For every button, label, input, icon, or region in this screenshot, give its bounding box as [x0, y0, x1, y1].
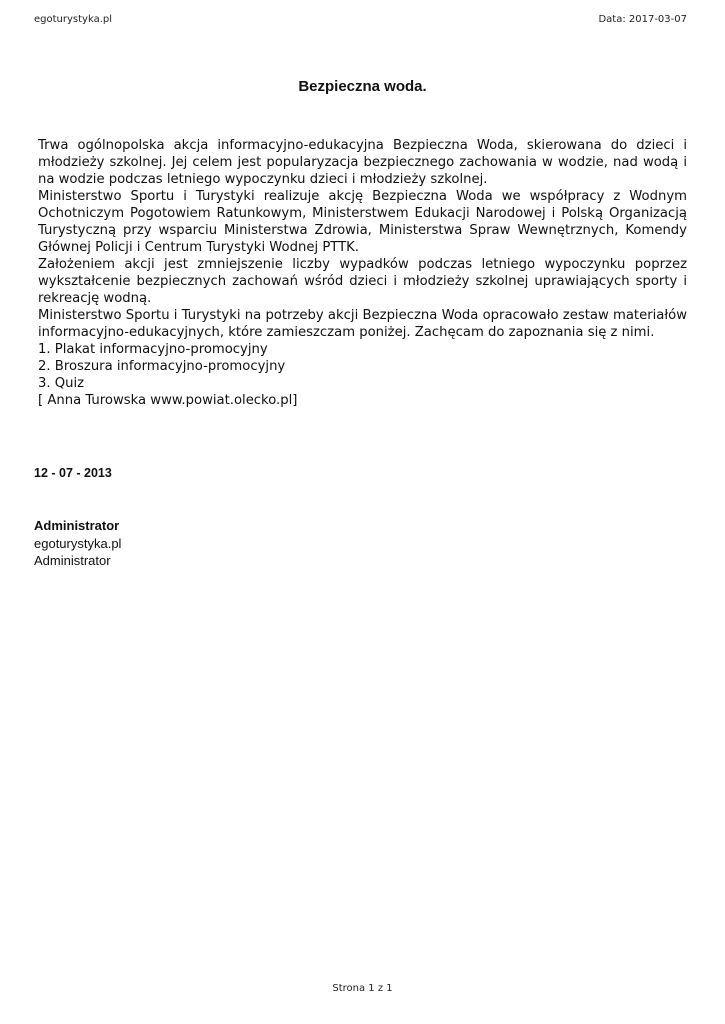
paragraph: Ministerstwo Sportu i Turystyki na potrzeby akcji Bezpieczna Woda opracowało zestaw materiałów informacyjno-edukacyjnych, które zamieszczam poniżej. Zachęcam do zapoznania się z nimi. — [38, 308, 687, 340]
list-item: 3. Quiz — [38, 376, 85, 391]
page-number: Strona 1 z 1 — [332, 983, 393, 994]
author-block — [34, 517, 121, 570]
header-date: Data: 2017-03-07 — [598, 14, 687, 25]
publish-date: 12 - 07 - 2013 — [34, 466, 112, 480]
paragraph: Ministerstwo Sportu i Turystyki realizuje akcję Bezpieczna Woda we współpracy z Wodnym Ochotniczym Pogotowiem Ratunkowym, Ministerstwem Edukacji Narodowej i Polską Organizacją Turystyczną przy wsparciu Ministerstwa Zdrowia, Ministerstwa Spraw Wewnętrznych, Komendy Głównej Policji i Centrum Turystyki Wodnej PTTK. — [38, 189, 687, 255]
list-item: 2. Broszura informacyjno-promocyjny — [38, 359, 286, 374]
header-site: egoturystyka.pl — [34, 14, 113, 25]
paragraph: Trwa ogólnopolska akcja informacyjno-edukacyjna Bezpieczna Woda, skierowana do dzieci i młodzieży szkolnej. Jej celem jest popularyzacja bezpiecznego zachowania w wodzie, nad wodą i na wodzie podczas letniego wypoczynku dzieci i młodzieży szkolnej. — [38, 138, 687, 187]
list-item: 1. Plakat informacyjno-promocyjny — [38, 342, 268, 357]
author-role: Administrator — [34, 553, 111, 568]
article-title: Bezpieczna woda. — [298, 78, 427, 95]
paragraph: Założeniem akcji jest zmniejszenie liczby wypadków podczas letniego wypoczynku poprzez wykształcenie bezpiecznych zachowań wśród dzieci i młodzieży szkolnej uprawiających sporty i rekreację wodną. — [38, 257, 687, 306]
author-name: Administrator — [34, 518, 120, 533]
source-credit: [ Anna Turowska www.powiat.olecko.pl] — [38, 393, 298, 408]
author-site: egoturystyka.pl — [34, 535, 122, 551]
article-body — [38, 137, 687, 409]
